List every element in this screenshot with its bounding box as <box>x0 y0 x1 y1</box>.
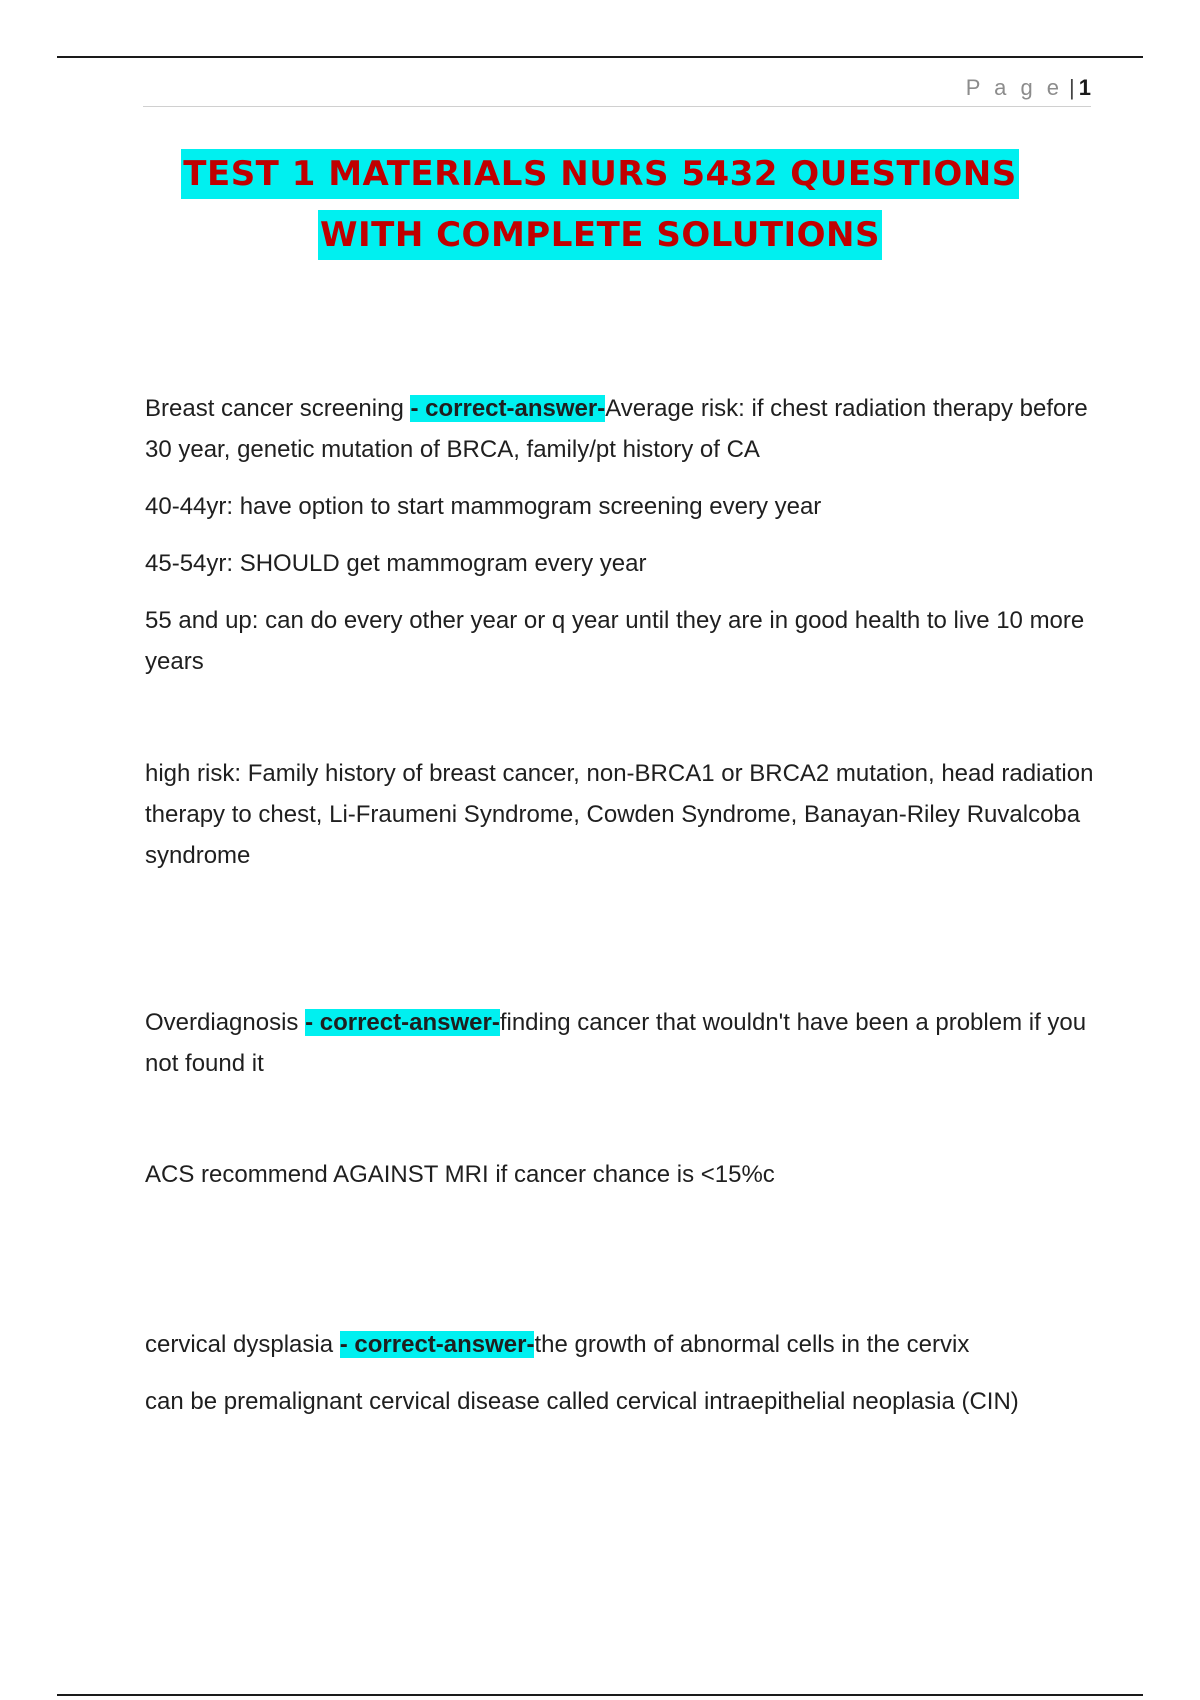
title-line-2: WITH COMPLETE SOLUTIONS <box>318 210 882 260</box>
entry-term: Breast cancer screening <box>145 395 411 422</box>
entry-definition: the growth of abnormal cells in the cervix <box>534 1331 970 1358</box>
correct-answer-marker: - correct-answer- <box>305 1009 500 1036</box>
correct-answer-marker: - correct-answer- <box>339 1331 535 1358</box>
breast-screening-entry <box>145 388 1095 470</box>
overdiagnosis-entry <box>145 1002 1095 1084</box>
page-header <box>143 70 1091 107</box>
correct-answer-marker: - correct-answer- <box>410 395 606 422</box>
entry-definition: finding cancer that wouldn't have been a problem if you not found it <box>145 1009 1087 1077</box>
breast-screening-line-55-up: 55 and up: can do every other year or q year until they are in good health to live 10 more years <box>145 607 1085 675</box>
document-title <box>100 144 1100 266</box>
page-separator: | <box>1069 75 1075 100</box>
breast-screening-line-40-44: 40-44yr: have option to start mammogram screening every year <box>145 493 822 520</box>
entry-term: Overdiagnosis <box>145 1009 306 1036</box>
breast-screening-line-45-54: 45-54yr: SHOULD get mammogram every year <box>145 550 647 577</box>
breast-high-risk-paragraph: high risk: Family history of breast cancer, non-BRCA1 or BRCA2 mutation, head radiation therapy to chest, Li-Fraumeni Syndrome, Cowden Syndrome, Banayan-Riley Ruvalcoba syndrome <box>145 760 1094 869</box>
entry-definition: Average risk: if chest radiation therapy before 30 year, genetic mutation of BRCA, family/pt history of CA <box>145 395 1088 463</box>
acs-mri-note: ACS recommend AGAINST MRI if cancer chance is <15%c <box>145 1161 775 1188</box>
title-line-1: TEST 1 MATERIALS NURS 5432 QUESTIONS <box>181 149 1018 199</box>
cervical-cin-line: can be premalignant cervical disease called cervical intraepithelial neoplasia (CIN) <box>145 1388 1019 1415</box>
document-body <box>145 388 1095 1422</box>
cervical-dysplasia-entry <box>145 1324 1095 1365</box>
bottom-rule <box>57 1694 1143 1696</box>
page-label: P a g e <box>965 75 1064 100</box>
entry-term: cervical dysplasia <box>145 1331 340 1358</box>
top-rule <box>57 56 1143 58</box>
page-number: 1 <box>1078 75 1091 100</box>
